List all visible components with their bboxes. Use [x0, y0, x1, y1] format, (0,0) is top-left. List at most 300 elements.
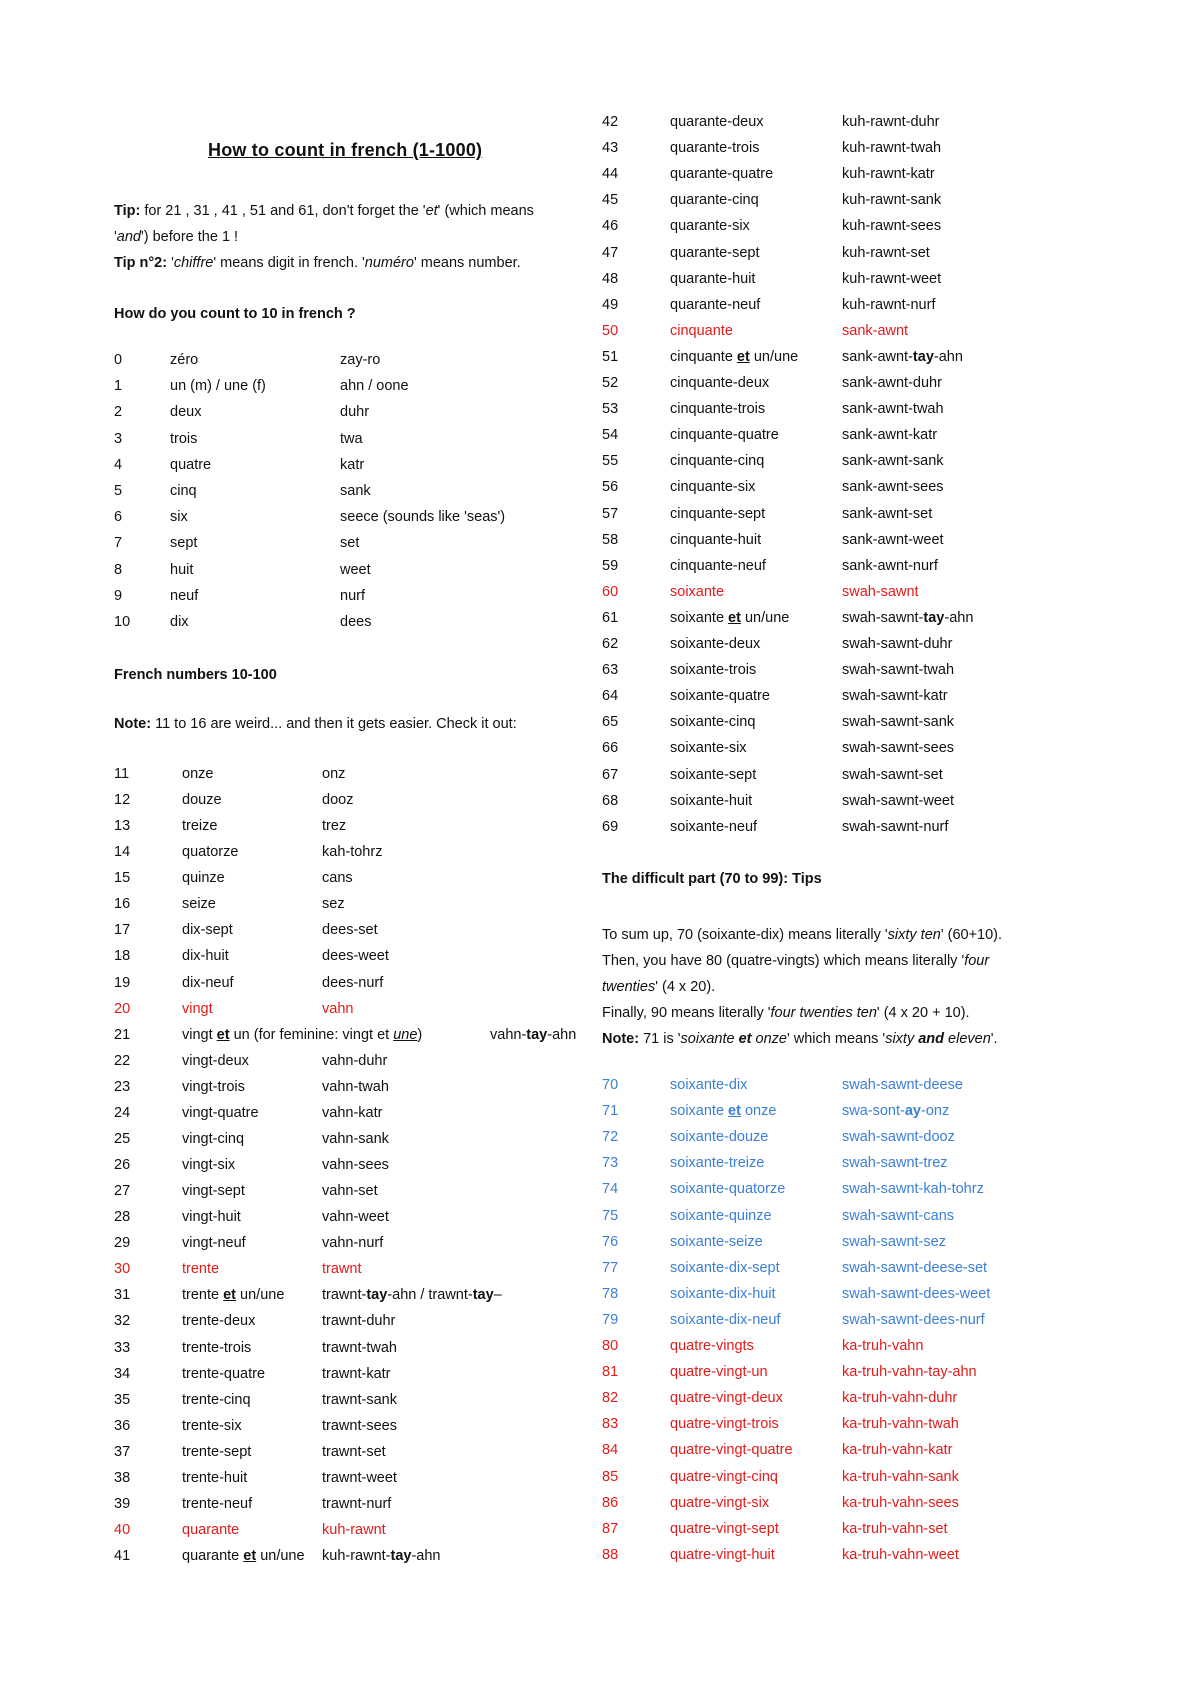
row-number: 69 [602, 818, 619, 835]
row-pronunciation: sank-awnt-sees [842, 479, 944, 496]
row-number: 70 [602, 1077, 619, 1093]
pronunciation-part: -ahn [933, 348, 963, 365]
row-pronunciation: vahn-twah [322, 1078, 389, 1095]
pronunciation-part: sank-awnt- [842, 348, 913, 365]
row-number: 10 [114, 614, 131, 630]
row-pronunciation: kuh-rawnt-twah [842, 140, 942, 157]
row-pronunciation: swah-sawnt-trez [842, 1155, 948, 1172]
row-pronunciation: cans [322, 870, 353, 887]
row-number: 77 [602, 1259, 619, 1276]
row-number: 7 [114, 535, 123, 552]
row-number: 86 [602, 1494, 619, 1511]
row-number: 20 [114, 1000, 131, 1017]
pronunciation-part: -ahn [944, 609, 974, 626]
row-french: soixante-seize [670, 1233, 763, 1250]
row-pronunciation: vahn-set [322, 1183, 378, 1200]
row-number: 17 [114, 922, 131, 939]
row-pronunciation: vahn-sees [322, 1157, 389, 1174]
et-word: et [223, 1287, 237, 1304]
row-number: 43 [602, 140, 619, 157]
row-french: zéro [170, 352, 199, 368]
row-pronunciation: kuh-rawnt-weet [842, 270, 942, 287]
row-number: 11 [114, 766, 130, 782]
row-pronunciation: swah-sawnt [842, 583, 919, 600]
row-french: soixante-treize [670, 1155, 765, 1172]
row-number: 26 [114, 1157, 131, 1174]
row-pronunciation: ahn / oone [340, 378, 409, 395]
row-french: trente-huit [182, 1469, 248, 1486]
row-pronunciation: swah-sawnt-cans [842, 1207, 955, 1224]
row-number: 76 [602, 1233, 619, 1250]
row-french: neuf [170, 587, 199, 604]
row-pronunciation: ka-truh-vahn-weet [842, 1546, 959, 1563]
french-part: quarante [182, 1548, 244, 1565]
row-french: dix-sept [182, 922, 233, 939]
row-french: trente-sept [182, 1443, 252, 1460]
row-pronunciation: trawnt-twah [322, 1339, 397, 1356]
et-word: et [728, 1103, 741, 1120]
pronunciation-part: swah-sawnt- [842, 609, 924, 626]
row-french: cinquante-sept [670, 505, 766, 522]
pronunciation-part: tay [390, 1548, 412, 1565]
row-number: 21 [114, 1026, 131, 1043]
row-pronunciation: ka-truh-vahn-twah [842, 1416, 959, 1433]
french-part: cinquante [670, 348, 737, 365]
row-pronunciation: ka-truh-vahn-sank [842, 1468, 959, 1485]
row-pronunciation: dees-set [322, 922, 378, 939]
row-pronunciation: sank-awnt-nurf [842, 557, 938, 574]
row-pronunciation: sank-awnt-twah [842, 401, 944, 418]
row-french [670, 349, 798, 365]
row-french: cinquante-six [670, 479, 756, 496]
row-french: douze [182, 792, 222, 809]
row-number: 3 [114, 430, 123, 447]
row-number: 88 [602, 1546, 619, 1563]
row-pronunciation: sank [340, 483, 371, 499]
row-number: 16 [114, 896, 131, 913]
row-pronunciation [842, 610, 973, 626]
row-number: 72 [602, 1129, 619, 1146]
row-pronunciation [490, 1027, 576, 1043]
row-pronunciation: kuh-rawnt-katr [842, 166, 935, 183]
row-french [182, 1027, 422, 1043]
row-number: 22 [114, 1052, 131, 1069]
note-11-16: Note: 11 to 16 are weird... and then it gets easier. Check it out: [114, 716, 517, 732]
row-pronunciation: vahn-sank [322, 1130, 389, 1147]
row-pronunciation: sank-awnt-duhr [842, 375, 942, 391]
row-number: 37 [114, 1443, 131, 1460]
row-number: 5 [114, 483, 123, 499]
pronunciation-part: -ahn [547, 1026, 577, 1043]
row-pronunciation: swah-sawnt-set [842, 766, 943, 783]
row-number: 47 [602, 244, 619, 261]
row-number: 81 [602, 1364, 619, 1381]
row-french: seize [182, 896, 216, 913]
row-pronunciation: sank-awnt-sank [842, 453, 944, 470]
row-pronunciation: swah-sawnt-dees-weet [842, 1285, 991, 1302]
row-number: 82 [602, 1390, 619, 1407]
row-number: 57 [602, 505, 619, 522]
row-pronunciation: trawnt-sees [322, 1417, 397, 1434]
row-pronunciation: trawnt-duhr [322, 1313, 396, 1330]
row-number: 66 [602, 740, 619, 757]
row-pronunciation: swah-sawnt-sez [842, 1233, 946, 1250]
row-pronunciation: swah-sawnt-dees-nurf [842, 1311, 985, 1328]
row-french: cinquante-neuf [670, 557, 766, 574]
row-french: cinq [170, 483, 197, 499]
row-number: 28 [114, 1209, 131, 1226]
row-number: 67 [602, 766, 619, 783]
row-pronunciation: ka-truh-vahn-duhr [842, 1390, 958, 1407]
row-number: 85 [602, 1468, 619, 1485]
row-number: 58 [602, 531, 619, 548]
row-french: dix-huit [182, 948, 229, 965]
row-number: 1 [114, 378, 123, 395]
row-pronunciation: vahn-duhr [322, 1052, 388, 1069]
row-pronunciation: kuh-rawnt-nurf [842, 296, 936, 313]
pronunciation-part: ay [904, 1103, 921, 1120]
row-number: 36 [114, 1417, 131, 1434]
row-french: soixante-quatorze [670, 1181, 786, 1198]
row-number: 48 [602, 270, 619, 287]
row-french: soixante-dix-huit [670, 1285, 776, 1302]
tip-1: Tip: for 21 , 31 , 41 , 51 and 61, don't forget the 'et' (which means 'and') before the 1 ! [114, 203, 534, 245]
row-french: soixante-six [670, 740, 747, 757]
row-french: soixante-trois [670, 662, 757, 679]
row-pronunciation: vahn-katr [322, 1104, 383, 1121]
row-french: trente-quatre [182, 1365, 266, 1382]
row-pronunciation: vahn-weet [322, 1209, 389, 1226]
row-pronunciation: trawnt-katr [322, 1365, 391, 1382]
row-french: vingt-trois [182, 1078, 245, 1095]
row-number: 0 [114, 352, 123, 368]
pronunciation-part: -ahn / trawnt- [387, 1287, 473, 1304]
row-pronunciation: ka-truh-vahn-sees [842, 1494, 959, 1511]
row-number: 79 [602, 1311, 619, 1328]
row-pronunciation: swah-sawnt-deese [842, 1077, 963, 1093]
row-number: 74 [602, 1181, 619, 1198]
row-french: dix-neuf [182, 974, 234, 991]
et-word: et [736, 348, 750, 365]
row-pronunciation: kuh-rawnt [322, 1522, 386, 1539]
french-part: un/une [749, 348, 799, 365]
row-french: soixante-quinze [670, 1207, 772, 1224]
row-number: 45 [602, 192, 619, 209]
row-number: 4 [114, 456, 123, 473]
row-pronunciation: swah-sawnt-dooz [842, 1129, 955, 1146]
pronunciation-part: -ahn [411, 1548, 441, 1565]
row-number: 12 [114, 792, 131, 809]
row-pronunciation: dees-nurf [322, 974, 384, 991]
row-number: 27 [114, 1183, 131, 1200]
row-pronunciation: weet [340, 561, 371, 578]
row-french: vingt-neuf [182, 1235, 246, 1252]
row-french: cinquante-deux [670, 375, 770, 391]
row-number: 65 [602, 714, 619, 731]
row-number: 39 [114, 1495, 131, 1512]
french-part: un (for feminine: vingt et [229, 1026, 394, 1043]
row-number: 46 [602, 218, 619, 235]
row-pronunciation [322, 1287, 502, 1303]
row-french: soixante-dix-neuf [670, 1311, 781, 1328]
row-pronunciation: kuh-rawnt-sank [842, 192, 942, 209]
row-pronunciation: sank-awnt-katr [842, 427, 938, 444]
row-pronunciation: vahn [322, 1000, 354, 1017]
row-number: 60 [602, 583, 619, 600]
row-number: 64 [602, 688, 619, 705]
row-pronunciation: kuh-rawnt-set [842, 244, 930, 261]
row-number: 59 [602, 557, 619, 574]
row-french: trente-neuf [182, 1495, 253, 1512]
row-french: quarante-quatre [670, 166, 774, 183]
row-number: 63 [602, 662, 619, 679]
row-french: cinquante-quatre [670, 427, 779, 444]
row-pronunciation: onz [322, 766, 346, 782]
row-french [670, 1103, 776, 1119]
row-number: 44 [602, 166, 619, 183]
row-pronunciation: kah-tohrz [322, 844, 383, 861]
pronunciation-part: tay [472, 1287, 494, 1304]
row-number: 25 [114, 1130, 131, 1147]
pronunciation-part: tay [526, 1026, 548, 1043]
row-number: 29 [114, 1235, 131, 1252]
row-pronunciation: sank-awnt-weet [842, 531, 944, 548]
row-number: 15 [114, 870, 131, 887]
row-french: dix [170, 614, 189, 630]
row-pronunciation: sez [322, 896, 345, 913]
page-title: How to count in french (1-1000) [208, 140, 483, 160]
row-french: vingt-quatre [182, 1104, 259, 1121]
row-french: treize [182, 818, 218, 835]
row-french: quarante-neuf [670, 296, 761, 313]
row-pronunciation: kuh-rawnt-duhr [842, 114, 940, 130]
row-number: 50 [602, 322, 619, 339]
row-french: soixante [670, 583, 725, 600]
row-pronunciation: katr [340, 456, 365, 473]
row-french [182, 1287, 284, 1303]
row-pronunciation: kuh-rawnt-sees [842, 218, 942, 235]
row-french: soixante-douze [670, 1129, 769, 1146]
row-french: vingt [182, 1000, 213, 1017]
row-pronunciation: sank-awnt-set [842, 505, 933, 522]
row-number: 42 [602, 114, 619, 130]
row-number: 54 [602, 427, 619, 444]
pronunciation-part: kuh-rawnt- [322, 1548, 391, 1565]
row-number: 30 [114, 1261, 131, 1278]
row-pronunciation: ka-truh-vahn-tay-ahn [842, 1364, 977, 1381]
pronunciation-part: tay [366, 1287, 388, 1304]
row-french: soixante-dix [670, 1077, 748, 1093]
row-number: 2 [114, 404, 123, 421]
row-french: quatre-vingt-un [670, 1364, 768, 1381]
row-french: soixante-cinq [670, 714, 756, 731]
row-number: 32 [114, 1313, 131, 1330]
row-pronunciation: dees [340, 614, 372, 630]
row-number: 53 [602, 401, 619, 418]
row-french: trente [182, 1261, 220, 1278]
pronunciation-part: tay [923, 609, 945, 626]
row-french: quatre [170, 456, 212, 473]
row-french: soixante-dix-sept [670, 1259, 780, 1276]
row-french: quatre-vingt-six [670, 1494, 770, 1511]
row-french: six [170, 509, 188, 526]
row-number: 61 [602, 609, 619, 626]
row-pronunciation: sank-awnt [842, 322, 909, 339]
row-number: 78 [602, 1285, 619, 1302]
row-pronunciation: trawnt [322, 1261, 362, 1278]
row-french: quatre-vingt-cinq [670, 1468, 778, 1485]
row-number: 14 [114, 844, 131, 861]
row-french: cinquante-huit [670, 531, 762, 548]
row-french: quarante-trois [670, 140, 760, 157]
row-number: 84 [602, 1442, 619, 1459]
french-part: ) [417, 1026, 423, 1043]
french-part: soixante [670, 609, 729, 626]
row-pronunciation: swah-sawnt-weet [842, 792, 955, 809]
row-pronunciation: swah-sawnt-nurf [842, 818, 949, 835]
row-pronunciation: swah-sawnt-sees [842, 740, 955, 757]
french-part: trente [182, 1287, 224, 1304]
row-number: 56 [602, 479, 619, 496]
row-pronunciation: trawnt-weet [322, 1469, 397, 1486]
row-number: 83 [602, 1416, 619, 1433]
row-french: quatre-vingts [670, 1338, 754, 1354]
row-number: 87 [602, 1520, 619, 1537]
pronunciation-part: -onz [921, 1103, 950, 1120]
pronunciation-part: tay [912, 348, 934, 365]
row-number: 38 [114, 1469, 131, 1486]
row-pronunciation: dees-weet [322, 948, 389, 965]
row-pronunciation: zay-ro [340, 352, 381, 368]
et-word: et [728, 609, 741, 626]
row-number: 71 [602, 1103, 619, 1120]
row-pronunciation: set [340, 535, 360, 552]
row-pronunciation: ka-truh-vahn-set [842, 1520, 948, 1537]
pronunciation-part: trawnt- [322, 1287, 367, 1304]
row-number: 19 [114, 974, 131, 991]
row-pronunciation: twa [340, 430, 363, 447]
row-pronunciation: vahn-nurf [322, 1235, 384, 1252]
row-french: cinquante [670, 322, 733, 339]
row-number: 73 [602, 1155, 619, 1172]
row-number: 52 [602, 375, 619, 391]
row-french: soixante-quatre [670, 688, 770, 705]
french-part: vingt [182, 1026, 217, 1043]
row-french: soixante-deux [670, 636, 761, 652]
row-french: vingt-huit [182, 1209, 241, 1226]
row-pronunciation: trawnt-nurf [322, 1495, 392, 1512]
row-french: un (m) / une (f) [170, 378, 266, 395]
row-number: 55 [602, 453, 619, 470]
row-french: quarante-cinq [670, 192, 759, 209]
row-number: 6 [114, 509, 123, 526]
row-french: quatre-vingt-trois [670, 1416, 779, 1433]
row-french: huit [170, 561, 194, 578]
row-number: 51 [602, 348, 619, 365]
section-heading-10-100: French numbers 10-100 [114, 667, 277, 683]
row-pronunciation: trawnt-set [322, 1443, 386, 1460]
pronunciation-part: swa-sont- [842, 1103, 905, 1120]
row-pronunciation: swah-sawnt-sank [842, 714, 955, 731]
row-number: 8 [114, 561, 123, 578]
row-french: quarante [182, 1522, 240, 1539]
row-french: quarante-huit [670, 270, 756, 287]
french-part: soixante [670, 1103, 729, 1120]
row-french: trente-deux [182, 1313, 256, 1330]
row-pronunciation: seece (sounds like 'seas') [340, 509, 506, 526]
row-french: vingt-six [182, 1157, 236, 1174]
row-french: sept [170, 535, 198, 552]
row-french: quatorze [182, 844, 239, 861]
row-pronunciation: swah-sawnt-deese-set [842, 1259, 988, 1276]
row-french: quarante-deux [670, 114, 764, 130]
row-french [182, 1548, 305, 1564]
pronunciation-part: vahn- [490, 1026, 527, 1043]
row-french: trois [170, 430, 198, 447]
row-french: quarante-sept [670, 244, 760, 261]
row-pronunciation: trawnt-sank [322, 1391, 397, 1408]
row-pronunciation: nurf [340, 587, 365, 604]
row-french: quinze [182, 870, 225, 887]
row-number: 23 [114, 1078, 131, 1095]
row-number: 9 [114, 587, 123, 604]
section-heading-70-99: The difficult part (70 to 99): Tips [602, 871, 822, 887]
row-number: 49 [602, 296, 619, 313]
french-part: un/une [236, 1287, 285, 1304]
row-french: soixante-huit [670, 792, 753, 809]
row-pronunciation: ka-truh-vahn [842, 1338, 924, 1354]
french-part: onze [740, 1103, 777, 1120]
row-number: 35 [114, 1391, 131, 1408]
row-number: 24 [114, 1104, 131, 1121]
row-french: vingt-cinq [182, 1130, 245, 1147]
french-part: une [393, 1026, 418, 1043]
tip-2: Tip n°2: 'chiffre' means digit in french. 'numéro' means number. [114, 255, 521, 271]
row-pronunciation: swah-sawnt-twah [842, 662, 955, 679]
row-number: 13 [114, 818, 131, 835]
row-french: deux [170, 404, 202, 421]
row-pronunciation: dooz [322, 792, 354, 809]
row-pronunciation [322, 1548, 441, 1564]
row-number: 75 [602, 1207, 619, 1224]
row-french: onze [182, 766, 214, 782]
row-number: 33 [114, 1339, 131, 1356]
tips-70-99: To sum up, 70 (soixante-dix) means literally 'sixty ten' (60+10). Then, you have 80 (quatre-vingts) which means literally 'four twenties' (4 x 20). Finally, 90 means literally 'four twenties ten' (4 x 20 + 10). Note: 71 is 'soixante et onze' which means 'sixty and eleven'. [602, 927, 1003, 1047]
row-pronunciation: duhr [340, 404, 370, 421]
et-word: et [216, 1026, 230, 1043]
row-pronunciation: ka-truh-vahn-katr [842, 1442, 953, 1459]
row-french: cinquante-trois [670, 401, 766, 418]
row-pronunciation: swah-sawnt-kah-tohrz [842, 1181, 984, 1198]
pronunciation-part: – [493, 1287, 502, 1304]
row-pronunciation: swah-sawnt-katr [842, 688, 948, 705]
row-pronunciation: trez [322, 818, 347, 835]
row-number: 68 [602, 792, 619, 809]
row-french: quarante-six [670, 218, 750, 235]
french-part: un/une [740, 609, 790, 626]
row-french: soixante-neuf [670, 818, 758, 835]
row-pronunciation [842, 1103, 949, 1119]
row-french: quatre-vingt-sept [670, 1520, 779, 1537]
row-number: 31 [114, 1287, 131, 1304]
section-heading-count-to-10: How do you count to 10 in french ? [114, 306, 356, 322]
row-number: 62 [602, 636, 619, 652]
row-french: trente-trois [182, 1339, 252, 1356]
row-french: vingt-sept [182, 1183, 245, 1200]
et-word: et [243, 1548, 257, 1565]
row-french: quatre-vingt-huit [670, 1546, 775, 1563]
row-french: soixante-sept [670, 766, 757, 783]
